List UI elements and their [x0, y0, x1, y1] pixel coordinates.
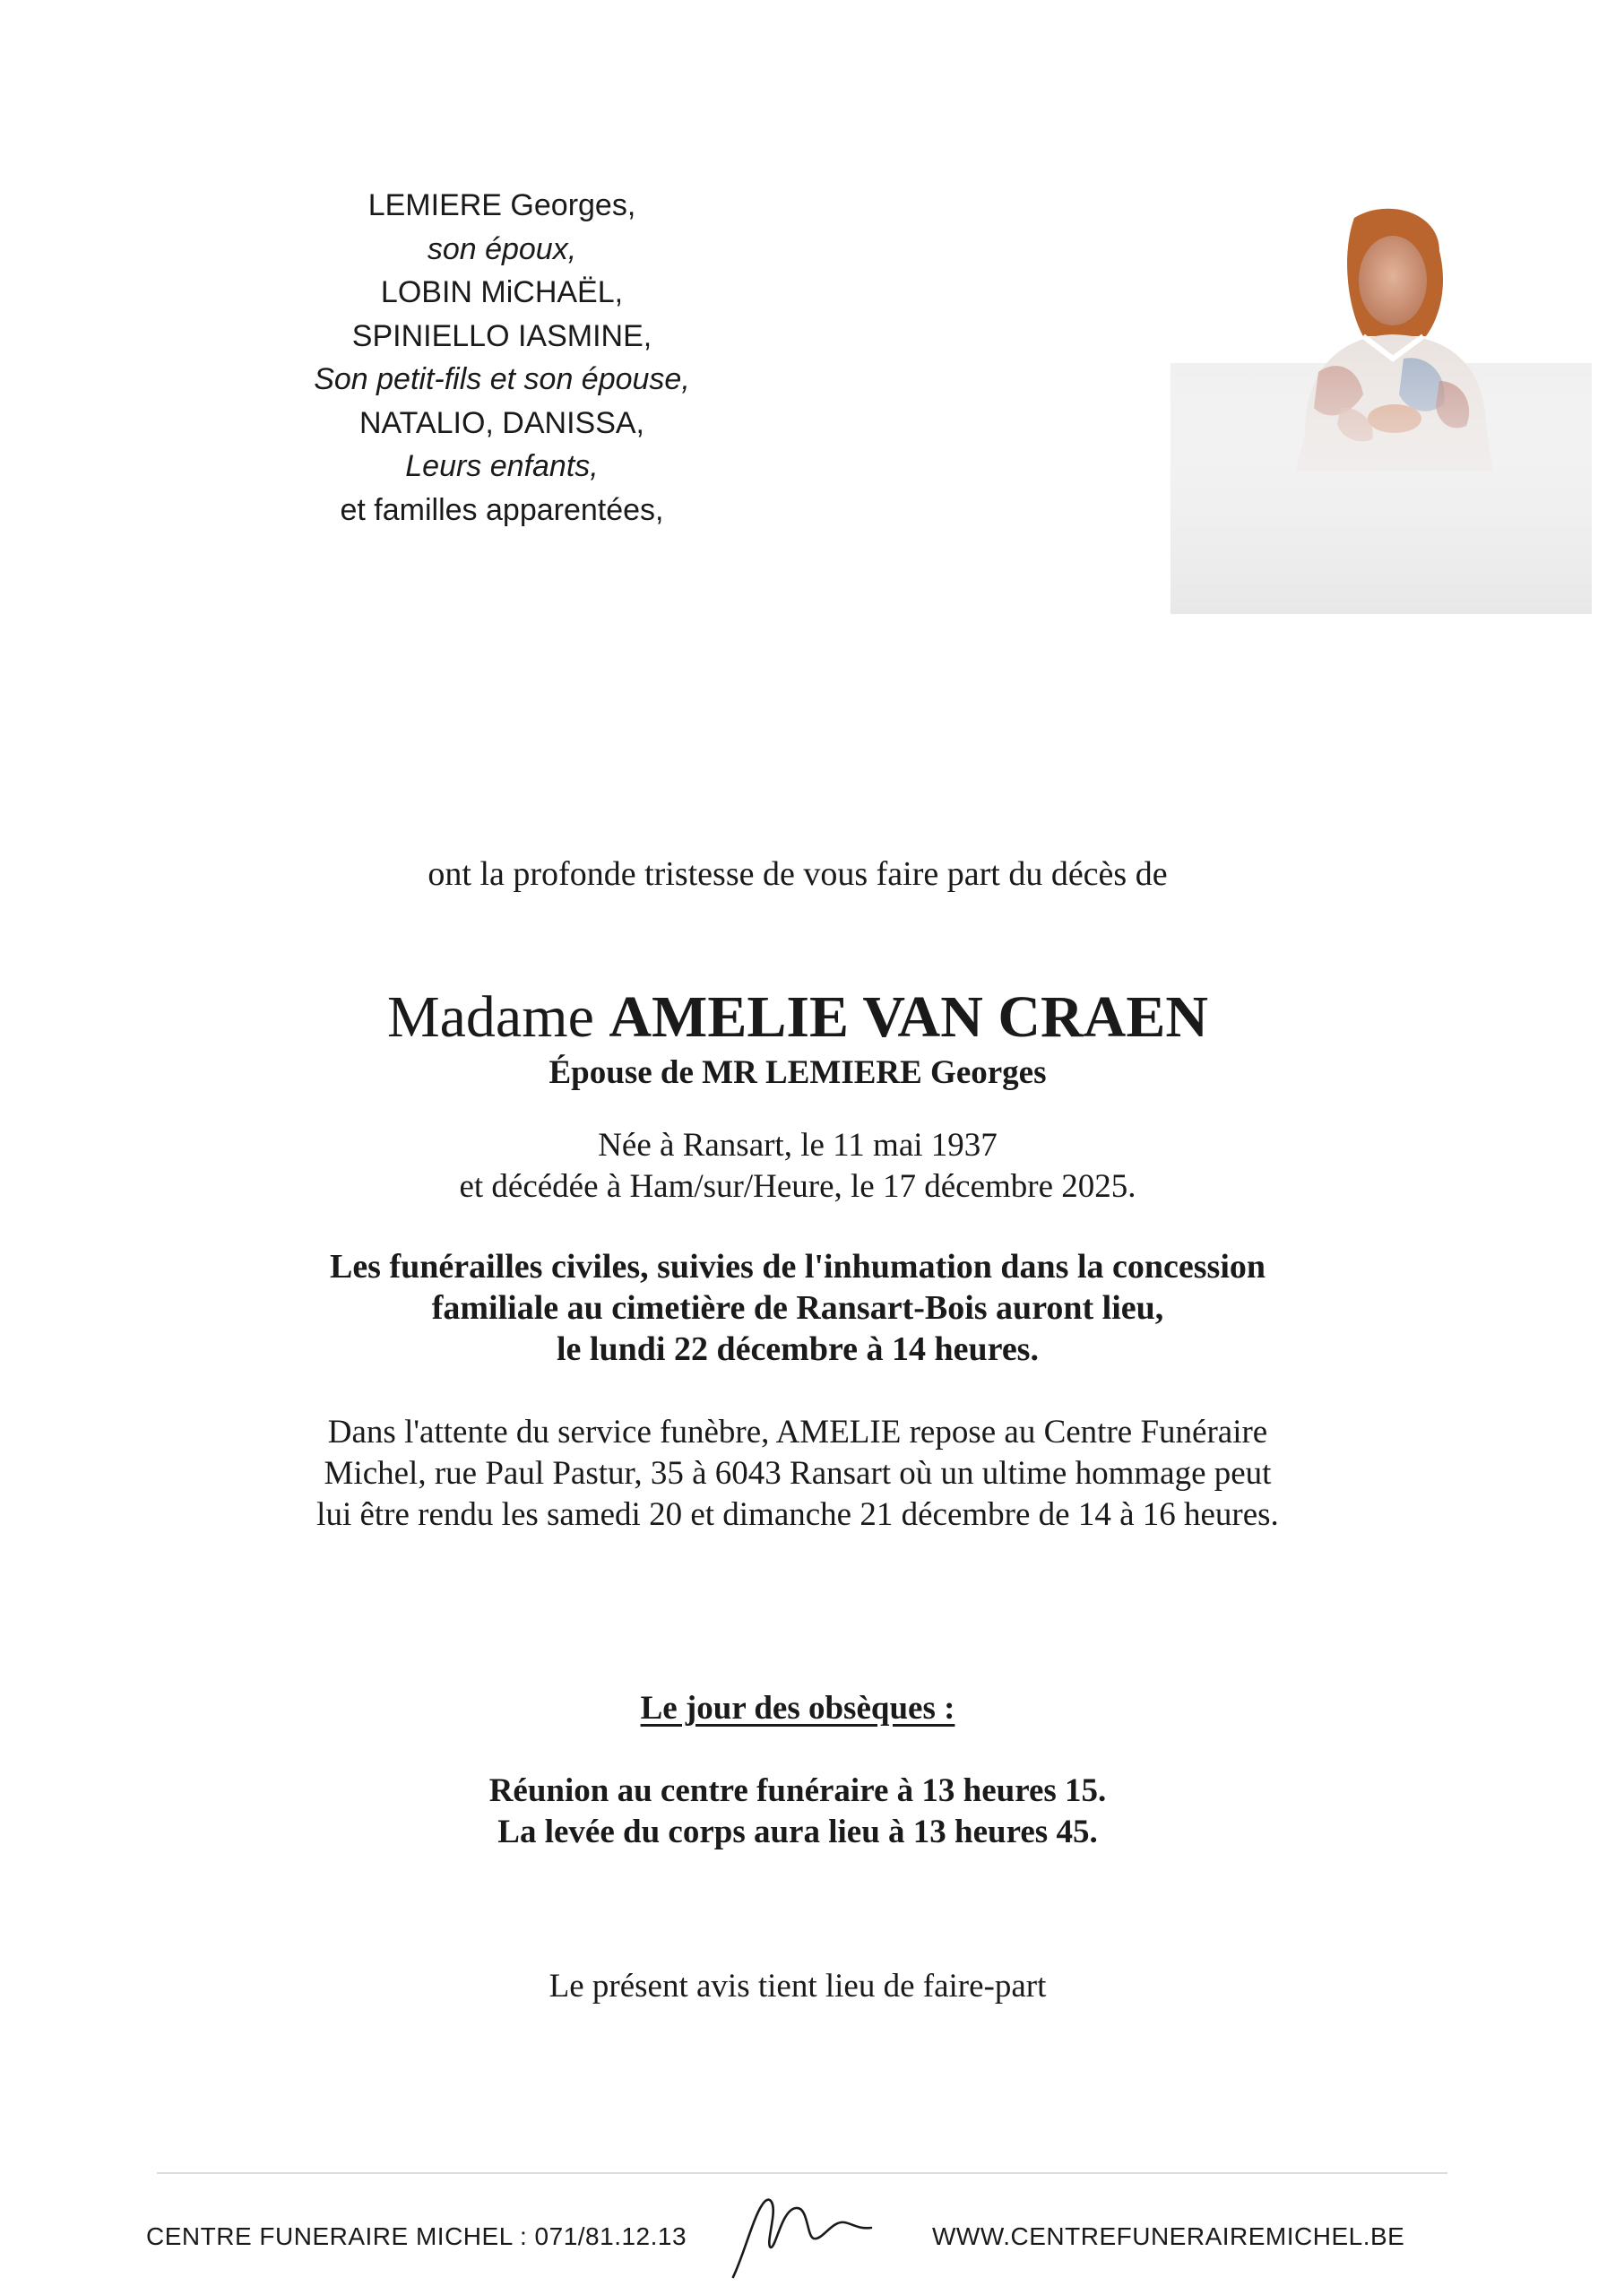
family-line: LOBIN MiCHAËL, [380, 275, 624, 309]
birth-death-block [0, 1125, 1595, 1208]
funeral-line: familiale au cimetière de Ransart-Bois auront lieu, [431, 1289, 1164, 1327]
signature-logo-icon [726, 2183, 878, 2282]
funeral-line: le lundi 22 décembre à 14 heures. [557, 1330, 1039, 1368]
intro-text: ont la profonde tristesse de vous faire part du décès de [428, 855, 1168, 893]
family-line: LEMIERE Georges, [367, 188, 636, 222]
obseques-heading [0, 1688, 1595, 1729]
meeting-line: La levée du corps aura lieu à 13 heures 45. [497, 1814, 1098, 1850]
obseques-heading-text: Le jour des obsèques : [640, 1690, 955, 1727]
footer-website: WWW.CENTREFUNERAIREMICHEL.BE [932, 2222, 1405, 2250]
family-list [269, 184, 735, 532]
family-line: NATALIO, DANISSA, [358, 405, 645, 440]
birth-line: Née à Ransart, le 11 mai 1937 [598, 1127, 998, 1164]
rest-line: Dans l'attente du service funèbre, AMELIE repose au Centre Funéraire [327, 1414, 1268, 1451]
family-line: Son petit-fils et son épouse, [314, 362, 690, 396]
rest-line: lui être rendu les samedi 20 et dimanche 21 décembre de 14 à 16 heures. [316, 1496, 1279, 1533]
funeral-block [0, 1246, 1595, 1370]
family-line: Leurs enfants, [405, 449, 599, 483]
family-line: et familles apparentées, [340, 492, 664, 527]
footer-divider [157, 2172, 1447, 2174]
rest-block [0, 1412, 1595, 1536]
footer-contact: CENTRE FUNERAIRE MICHEL : 071/81.12.13 [146, 2222, 687, 2250]
rest-line: Michel, rue Paul Pastur, 35 à 6043 Ransart où un ultime hommage peut [324, 1455, 1272, 1492]
family-line: SPINIELLO IASMINE, [351, 318, 652, 353]
death-line: et décédée à Ham/sur/Heure, le 17 décembre 2025. [459, 1168, 1136, 1205]
notice-text: Le présent avis tient lieu de faire-part [549, 1968, 1047, 2005]
deceased-name-line [0, 982, 1595, 1053]
deceased-title: Madame [386, 984, 594, 1050]
family-line: son époux, [427, 231, 577, 266]
portrait-photo [1170, 202, 1592, 614]
meeting-line: Réunion au centre funéraire à 13 heures 15. [488, 1772, 1107, 1809]
spouse-line: Épouse de MR LEMIERE Georges [549, 1054, 1047, 1091]
deceased-name: AMELIE VAN CRAEN [609, 984, 1209, 1050]
funeral-line: Les funérailles civiles, suivies de l'inhumation dans la concession [329, 1248, 1266, 1286]
meeting-block [0, 1771, 1595, 1853]
